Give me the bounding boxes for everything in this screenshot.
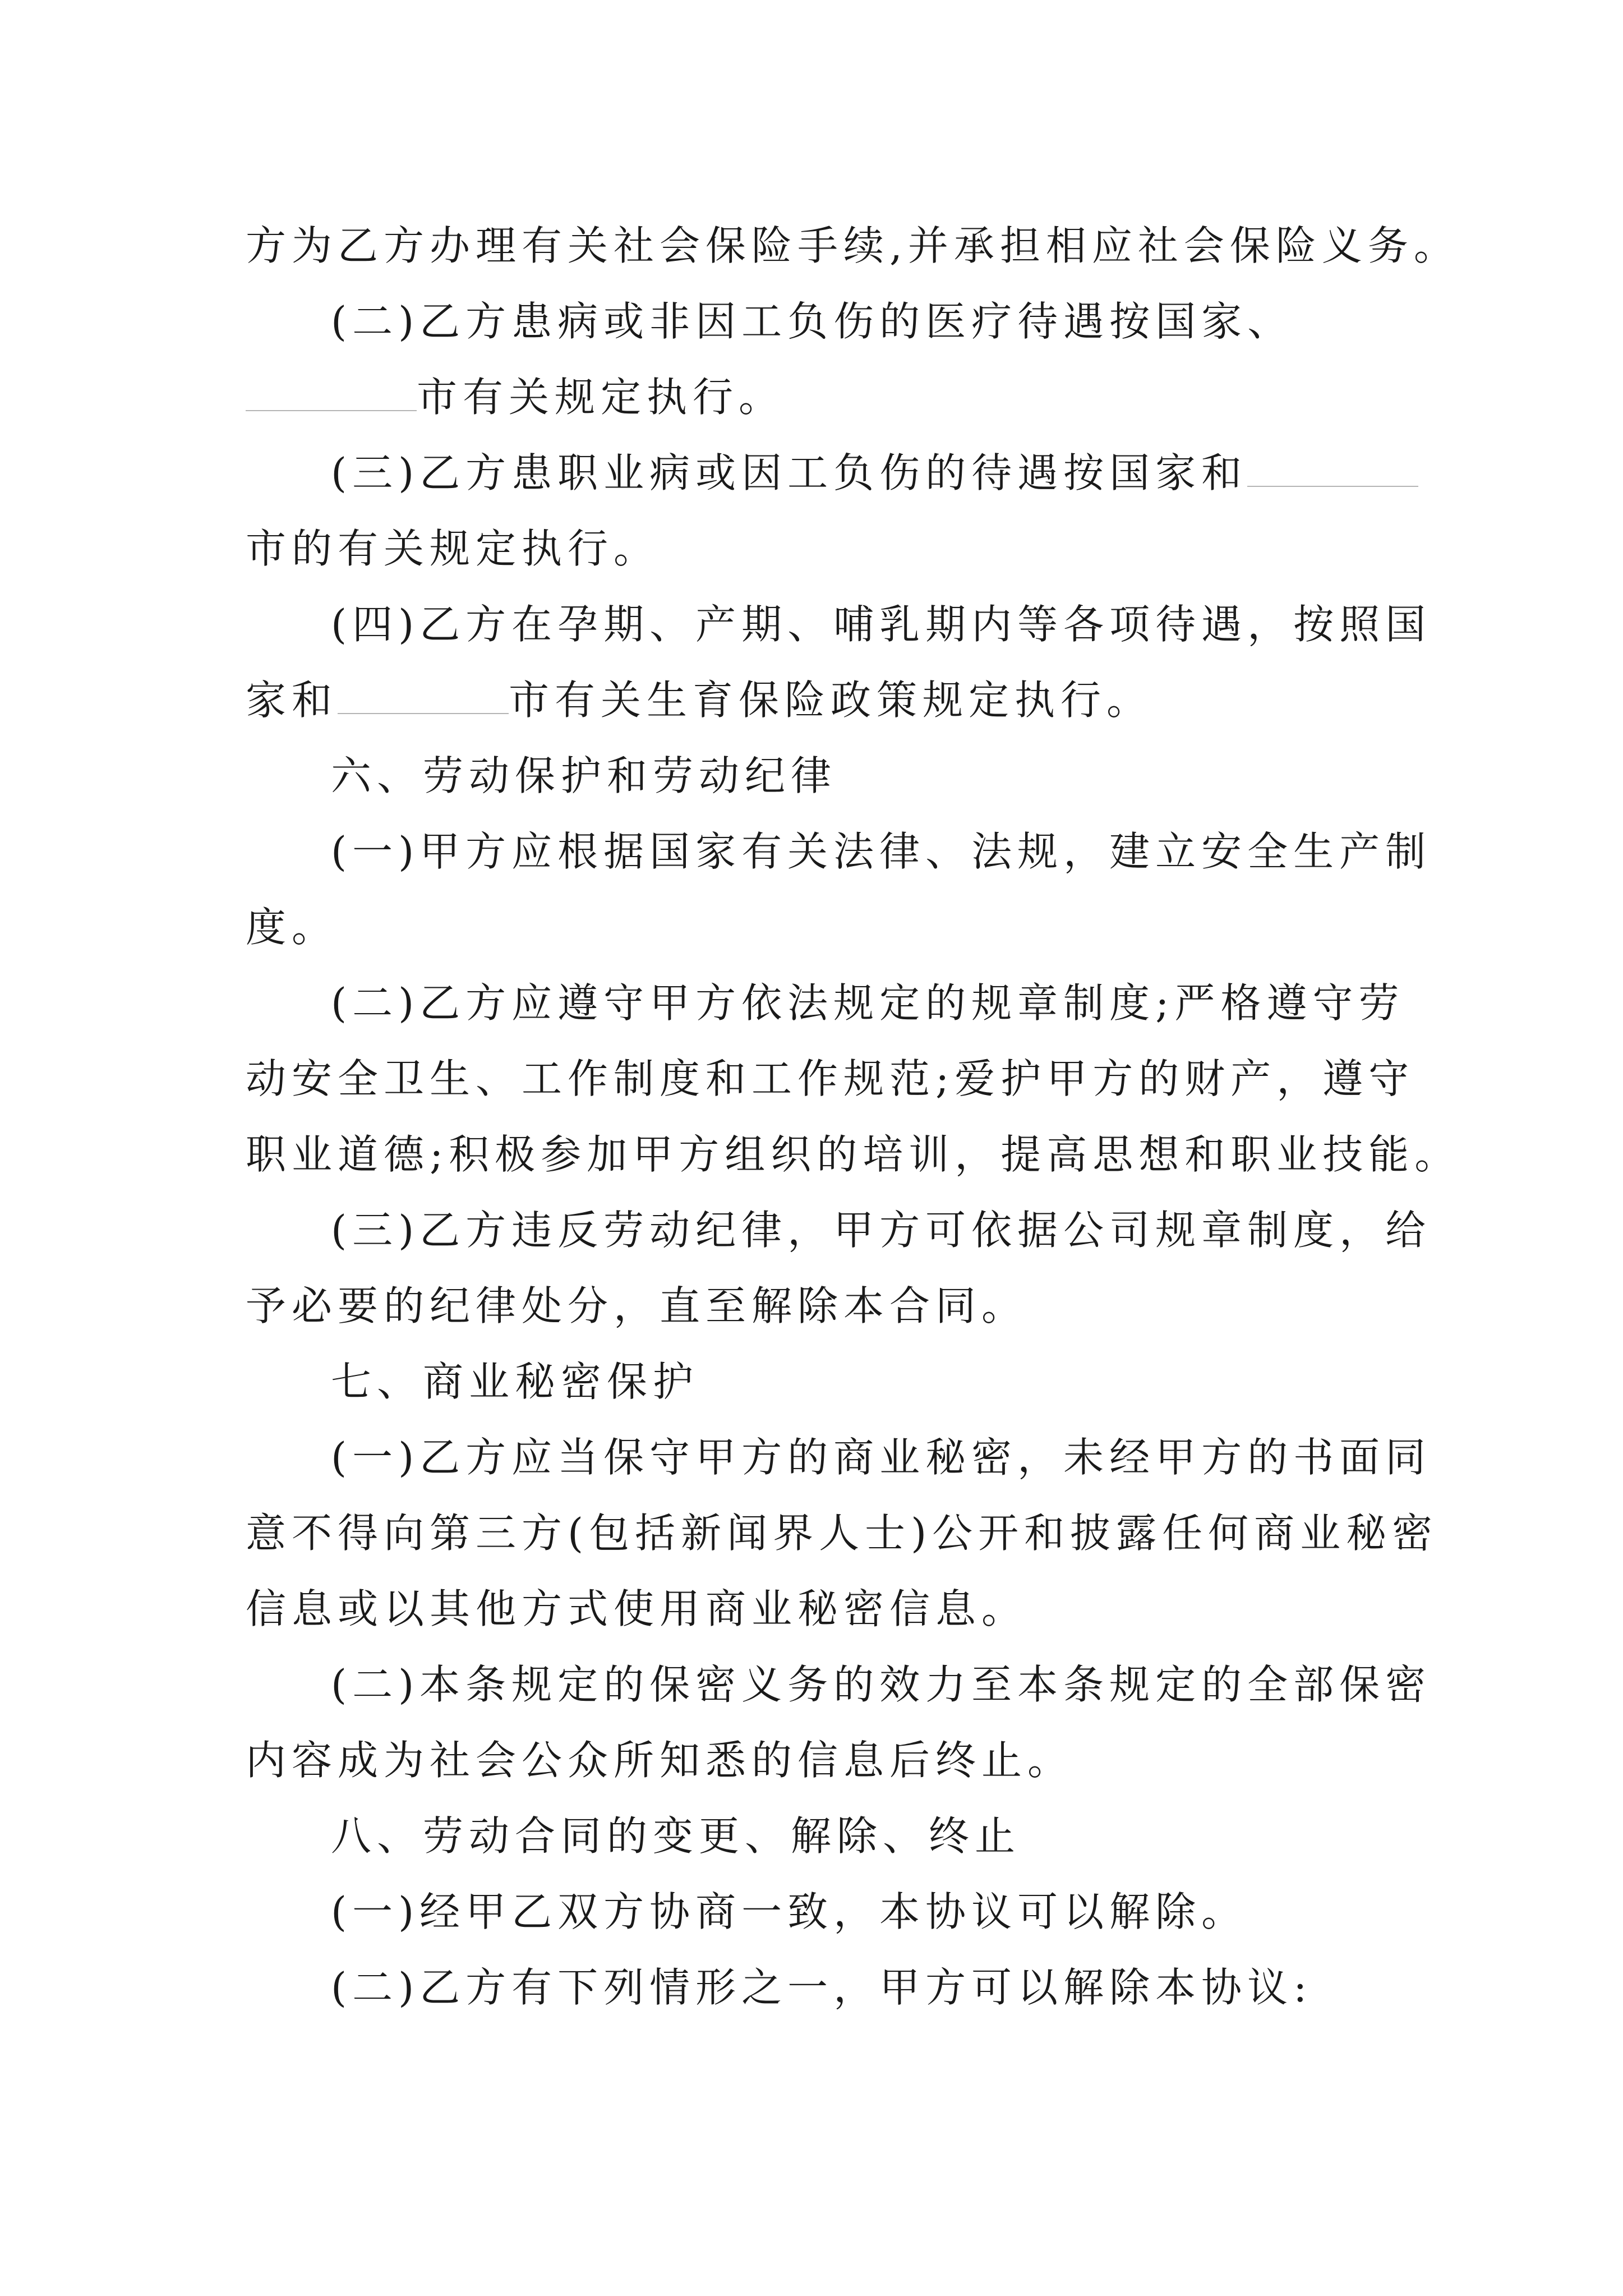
heading-text: 八、劳动合同的变更、解除、终止 [331,1812,1021,1860]
line-text: 度。 [246,904,338,951]
line-text: (三)乙方患职业病或因工负伤的待遇按国家和 [331,449,1248,496]
line-text: (一)经甲乙双方协商一致，本协议可以解除。 [331,1888,1248,1935]
line-text: (二)乙方应遵守甲方依法规定的规章制度;严格遵守劳 [331,979,1405,1027]
text-line [331,1657,1431,1713]
text-line [331,823,1431,880]
section-heading [331,748,837,804]
fill-in-blank [338,684,509,714]
line-text: 内容成为社会公众所知悉的信息后终止。 [246,1737,1074,1784]
line-text: (四)乙方在孕期、产期、哺乳期内等各项待遇，按照国 [331,601,1432,648]
line-text: 市有关生育保险政策规定执行。 [509,677,1153,724]
line-text: (二)本条规定的保密义务的效力至本条规定的全部保密 [331,1661,1432,1708]
line-text: 家和 [246,677,338,724]
text-line [246,1278,1027,1334]
section-heading [331,1354,699,1410]
line-text: 意不得向第三方(包括新闻界人士)公开和披露任何商业秘密 [246,1510,1438,1557]
text-line [246,1581,1027,1637]
text-line [246,1051,1414,1107]
text-line [331,293,1293,349]
section-heading [331,1808,1021,1864]
line-text: 方为乙方办理有关社会保险手续,并承担相应社会保险义务。 [246,222,1460,269]
text-line [331,1959,1312,2016]
heading-text: 六、劳动保护和劳动纪律 [331,752,837,799]
text-line [331,445,1418,501]
text-line [246,1505,1438,1561]
line-text: 予必要的纪律处分，直至解除本合同。 [246,1282,1028,1329]
text-line [331,1429,1431,1485]
fill-in-blank [1247,457,1418,487]
line-text: (一)甲方应根据国家有关法律、法规，建立安全生产制 [331,828,1432,875]
text-line [246,899,338,955]
text-line [331,1884,1247,1940]
line-text: 职业道德;积极参加甲方组织的培训，提高思想和职业技能。 [246,1131,1461,1178]
heading-text: 七、商业秘密保护 [331,1358,699,1405]
text-line [246,369,785,425]
text-line [331,596,1431,652]
line-text: (二)乙方患病或非因工负伤的医疗待遇按国家、 [331,298,1294,345]
line-text: 市的有关规定执行。 [246,525,660,572]
text-line [246,1732,1073,1788]
line-text: (二)乙方有下列情形之一，甲方可以解除本协议: [331,1964,1313,2011]
text-line [331,1202,1431,1258]
fill-in-blank [246,381,417,411]
line-text: (一)乙方应当保守甲方的商业秘密，未经甲方的书面同 [331,1434,1432,1481]
line-text: (三)乙方违反劳动纪律，甲方可依据公司规章制度，给 [331,1207,1432,1254]
line-text: 信息或以其他方式使用商业秘密信息。 [246,1585,1028,1632]
text-line [246,1126,1460,1182]
text-line [331,975,1404,1031]
text-line [246,521,660,577]
line-text: 动安全卫生、工作制度和工作规范;爱护甲方的财产，遵守 [246,1055,1415,1102]
line-text: 市有关规定执行。 [417,374,785,421]
text-line [246,672,1152,728]
text-line [246,218,1460,274]
